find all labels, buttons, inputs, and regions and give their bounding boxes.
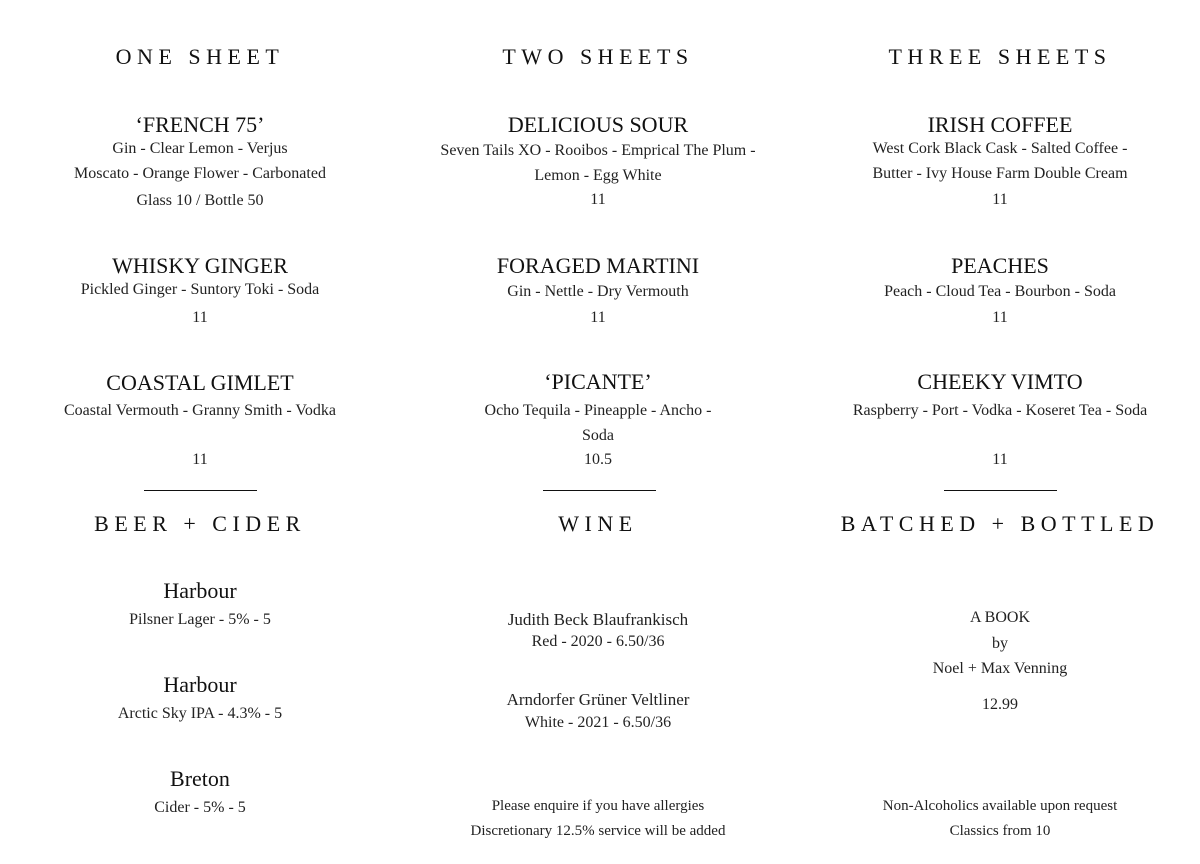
beer-detail: Pilsner Lager - 5% - 5: [129, 611, 271, 628]
divider: [144, 490, 257, 491]
drink-ingredients: Seven Tails XO - Rooibos - Emprical The Plum -: [440, 142, 756, 159]
drink-ingredients: Gin - Nettle - Dry Vermouth: [507, 283, 689, 300]
drink-ingredients: Ocho Tequila - Pineapple - Ancho -: [484, 402, 712, 419]
drink-price: 11: [590, 191, 606, 208]
drink-price: 11: [192, 451, 208, 468]
column-one-sheet: [0, 0, 400, 864]
drink-price: Glass 10 / Bottle 50: [136, 192, 264, 209]
classics-note: Classics from 10: [949, 823, 1051, 839]
wine-detail: White - 2021 - 6.50/36: [524, 714, 672, 731]
wine-name: Judith Beck Blaufrankisch: [507, 610, 689, 629]
wine-name: Arndorfer Grüner Veltliner: [506, 690, 690, 709]
cider-detail: Cider - 5% - 5: [154, 799, 246, 816]
book-price: 12.99: [982, 696, 1018, 713]
drink-ingredients: Pickled Ginger - Suntory Toki - Soda: [80, 281, 320, 298]
section-heading-two-sheets: TWO SHEETS: [502, 44, 694, 69]
drink-name: FORAGED MARTINI: [496, 253, 700, 278]
drink-ingredients: Moscato - Orange Flower - Carbonated: [74, 165, 326, 182]
column-three-sheets: [800, 0, 1200, 864]
drink-name: PEACHES: [951, 253, 1049, 278]
section-heading-wine: WINE: [558, 511, 638, 536]
drink-ingredients: Lemon - Egg White: [534, 167, 662, 184]
non-alcoholic-note: Non-Alcoholics available upon request: [882, 798, 1118, 814]
cider-name: Breton: [170, 766, 230, 791]
drink-ingredients: Soda: [582, 427, 614, 444]
drink-ingredients: Peach - Cloud Tea - Bourbon - Soda: [884, 283, 1116, 300]
section-heading-one-sheet: ONE SHEET: [115, 44, 285, 69]
column-two-sheets: [398, 0, 798, 864]
drink-price: 11: [590, 309, 606, 326]
drink-name: CHEEKY VIMTO: [917, 369, 1083, 394]
service-charge-note: Discretionary 12.5% service will be added: [470, 823, 726, 839]
drink-ingredients: Raspberry - Port - Vodka - Koseret Tea - Soda: [852, 402, 1148, 419]
book-by: by: [992, 635, 1008, 652]
drink-ingredients: Gin - Clear Lemon - Verjus: [112, 140, 288, 157]
divider: [944, 490, 1057, 491]
drink-price: 11: [992, 451, 1008, 468]
drink-ingredients: Butter - Ivy House Farm Double Cream: [872, 165, 1128, 182]
drink-name: DELICIOUS SOUR: [507, 112, 689, 137]
drink-name: ‘PICANTE’: [544, 369, 652, 394]
drink-name: WHISKY GINGER: [112, 253, 288, 278]
drink-ingredients: West Cork Black Cask - Salted Coffee -: [872, 140, 1128, 157]
beer-name: Harbour: [163, 672, 237, 697]
divider: [543, 490, 656, 491]
drink-price: 10.5: [584, 451, 612, 468]
drink-name: COASTAL GIMLET: [106, 370, 294, 395]
drink-price: 11: [192, 309, 208, 326]
section-heading-batched-bottled: BATCHED + BOTTLED: [840, 511, 1160, 536]
book-title: A BOOK: [969, 609, 1030, 626]
drink-price: 11: [992, 191, 1008, 208]
beer-detail: Arctic Sky IPA - 4.3% - 5: [117, 705, 283, 722]
drink-name: IRISH COFFEE: [927, 112, 1073, 137]
section-heading-three-sheets: THREE SHEETS: [888, 44, 1112, 69]
allergy-note: Please enquire if you have allergies: [491, 798, 705, 814]
drink-name: ‘FRENCH 75’: [135, 112, 265, 137]
section-heading-beer-cider: BEER + CIDER: [94, 511, 306, 536]
book-authors: Noel + Max Venning: [932, 660, 1068, 677]
wine-detail: Red - 2020 - 6.50/36: [531, 633, 665, 650]
beer-name: Harbour: [163, 578, 237, 603]
drink-ingredients: Coastal Vermouth - Granny Smith - Vodka: [64, 402, 336, 419]
drink-price: 11: [992, 309, 1008, 326]
